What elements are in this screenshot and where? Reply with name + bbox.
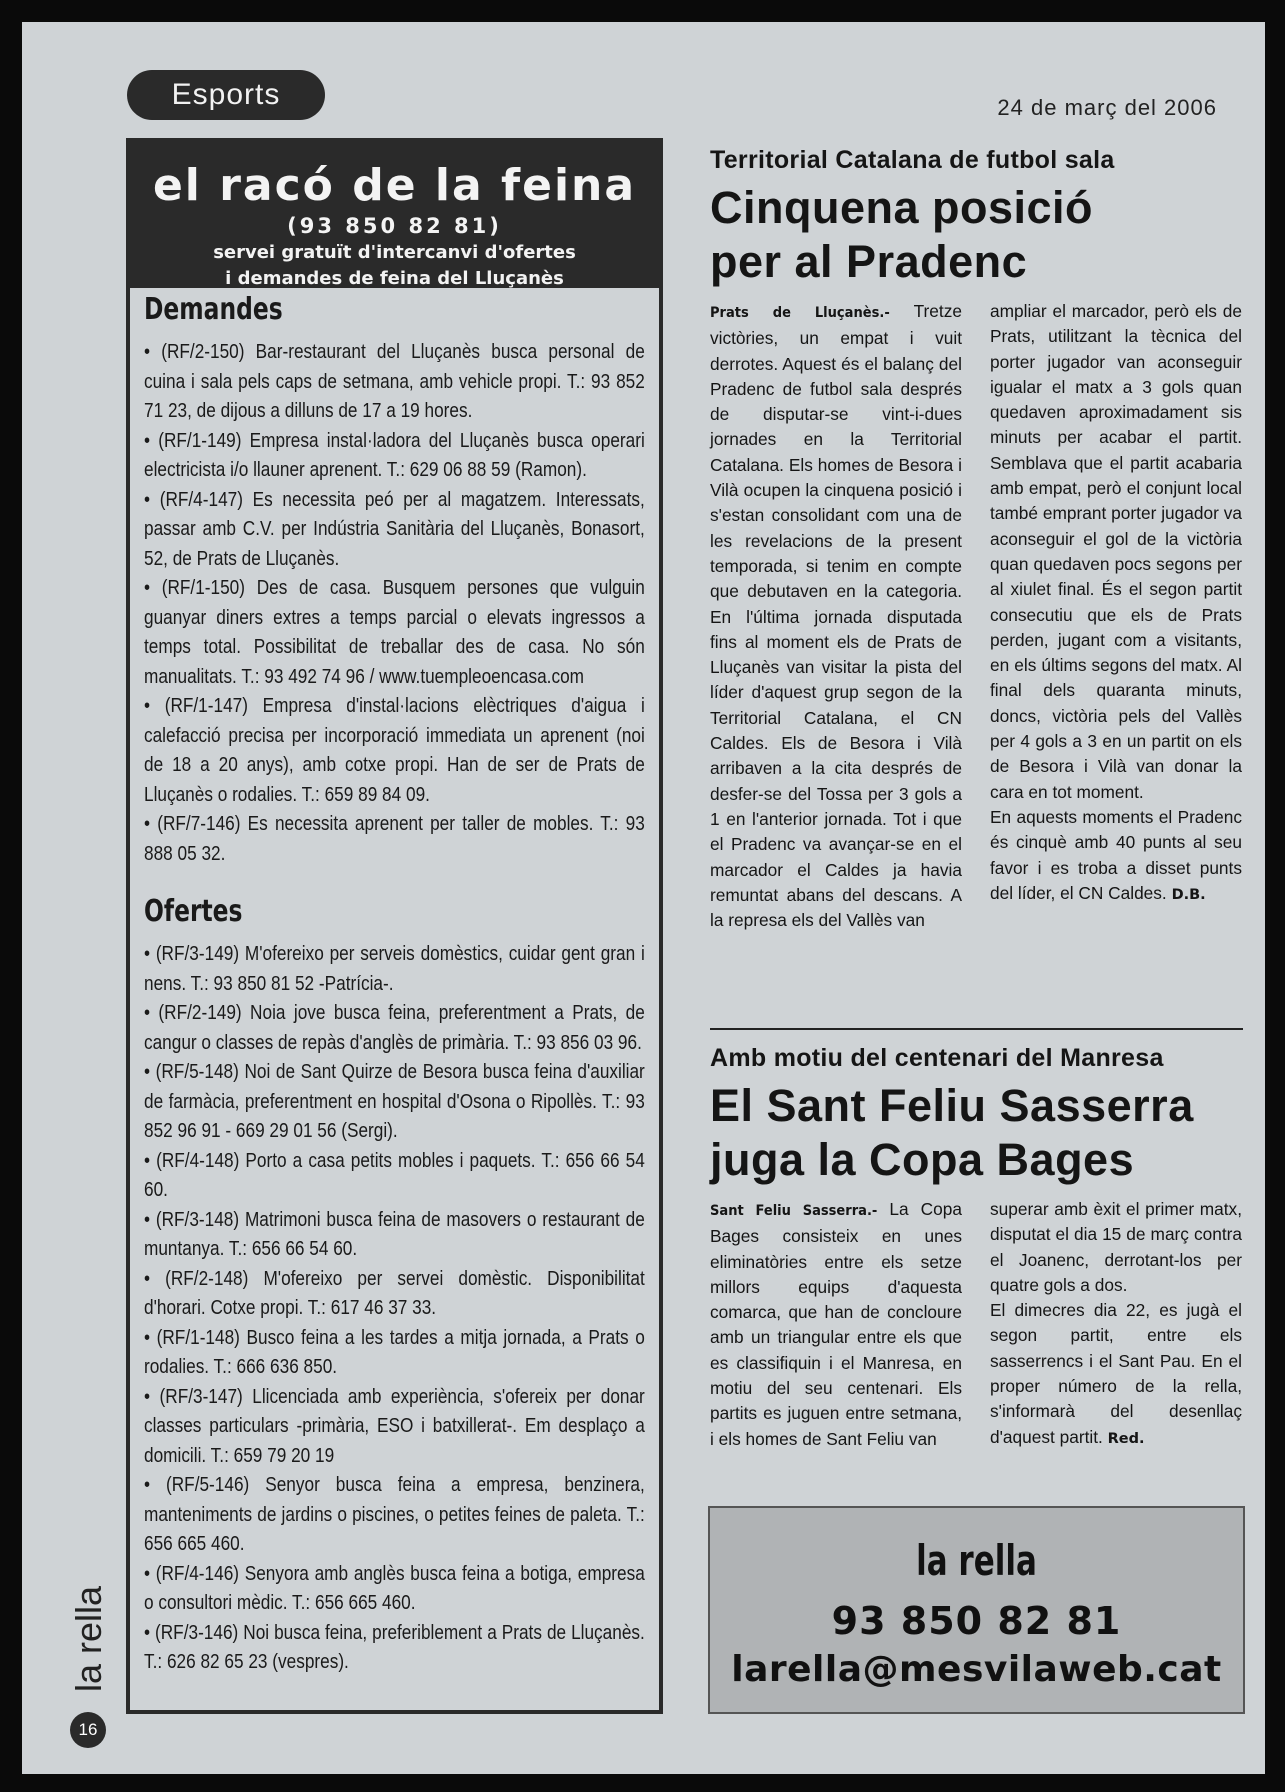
job-board-title: el racó de la feina bbox=[152, 160, 637, 211]
job-listing: • (RF/4-146) Senyora amb anglès busca feina a botiga, empresa o consultori mèdic. T.: 656 665 460. bbox=[144, 1561, 645, 1614]
article1-signature: D.B. bbox=[1171, 886, 1206, 903]
vertical-masthead: la rella bbox=[68, 1585, 109, 1692]
job-listing: • (RF/7-146) Es necessita aprenent per taller de mobles. T.: 93 888 05 32. bbox=[144, 812, 645, 865]
article2-headline bbox=[710, 1079, 1242, 1187]
article1-columns bbox=[710, 299, 1242, 933]
article2-col2 bbox=[990, 1197, 1242, 1452]
article2-col1-text: La Copa Bages consisteix en unes eliminatòries entre els setze millors equips d'aquesta comarca, que han de concloure amb un triangular entre els que es classifiquin i el Manresa, en motiu del seu centenari. Els partits es juguen entre setmana, i els homes de Sant Feliu van bbox=[710, 1199, 962, 1449]
job-listing: • (RF/1-148) Busco feina a les tardes a mitja jornada, a Prats o rodalies. T.: 666 636 850. bbox=[144, 1325, 645, 1378]
contact-email: larella@mesvilaweb.cat bbox=[731, 1649, 1222, 1690]
section-tab: Esports bbox=[127, 70, 325, 120]
job-board-header bbox=[130, 142, 659, 288]
article2-col1 bbox=[710, 1197, 962, 1452]
job-listing: • (RF/5-148) Noi de Sant Quirze de Besora busca feina d'auxiliar de farmàcia, preferentment en hospital d'Osona o Ripollès. T.: 93 852 96 91 - 669 29 01 56 (Sergi). bbox=[144, 1060, 645, 1142]
ofertes-list bbox=[144, 939, 645, 1677]
job-listing: • (RF/3-148) Matrimoni busca feina de masovers o restaurant de muntanya. T.: 656 66 54 60. bbox=[144, 1207, 645, 1260]
article-divider bbox=[710, 1028, 1243, 1030]
job-listing: • (RF/4-147) Es necessita peó per al magatzem. Interessats, passar amb C.V. per Indústria Sanitària del Lluçanès, Bonasort, 52, de Prats de Lluçanès. bbox=[144, 487, 645, 570]
job-listing: • (RF/2-148) M'ofereixo per servei domèstic. Disponibilitat d'horari. Cotxe propi. T.: 617 46 37 33. bbox=[144, 1266, 645, 1319]
demandes-list bbox=[144, 337, 645, 868]
article2-kicker: Amb motiu del centenari del Manresa bbox=[710, 1044, 1164, 1072]
article2-signature: Red. bbox=[1107, 1430, 1145, 1447]
article1-kicker: Territorial Catalana de futbol sala bbox=[710, 146, 1115, 174]
article2-col2-para2: El dimecres dia 22, es jugà el segon partit, entre els sasserrencs i el Sant Pau. En el proper número de la rella, s'informarà del desenllaç d'aquest partit. bbox=[990, 1300, 1242, 1447]
demandes-title: Demandes bbox=[144, 292, 283, 327]
article1-col2 bbox=[990, 299, 1242, 933]
page-number: 16 bbox=[70, 1712, 106, 1748]
article-futbol-sala bbox=[710, 146, 1242, 933]
contact-phone: 93 850 82 81 bbox=[831, 1599, 1122, 1643]
job-listing: • (RF/3-147) Llicenciada amb experiència, s'ofereix per donar classes particulars -primària, ESO i batxillerat-. Em desplaço a domicili. T.: 659 79 20 19 bbox=[144, 1384, 645, 1467]
article1-col1 bbox=[710, 299, 962, 933]
job-board-subtitle-1: servei gratuït d'intercanvi d'ofertes bbox=[213, 242, 576, 263]
article1-col2-para2: En aquests moments el Pradenc és cinquè amb 40 punts al seu favor i es troba a disset punts del líder, el CN Caldes. bbox=[990, 806, 1242, 903]
job-listing: • (RF/2-149) Noia jove busca feina, preferentment a Prats, de cangur o classes de repàs d'anglès de primària. T.: 93 856 03 96. bbox=[144, 1001, 645, 1054]
article2-col2-text: superar amb èxit el primer matx, disputat el dia 15 de març contra el Joanenc, derrotant-los per quatre gols a dos. bbox=[990, 1199, 1242, 1295]
article2-lead: Sant Feliu Sasserra.- bbox=[710, 1203, 878, 1219]
contact-box bbox=[708, 1506, 1245, 1714]
job-listing: • (RF/4-148) Porto a casa petits mobles i paquets. T.: 656 66 54 60. bbox=[144, 1148, 645, 1201]
article2-headline-line2: juga la Copa Bages bbox=[710, 1134, 1135, 1185]
article2-columns bbox=[710, 1197, 1242, 1452]
job-board-subtitle-2: i demandes de feina del Lluçanès bbox=[225, 268, 564, 289]
article1-col2-text: ampliar el marcador, però els de Prats, utilitzant la tècnica del porter jugador van aconseguir igualar el matx a 3 gols quan quedaven aproximadament sis minuts per acabar el partit. Semblava que el partit acabaria amb empat, però el conjunt local també emprant porter jugador va aconseguir el gol de la victòria quan quedaven pocs segons per al xiulet final. És el segon partit consecutiu que els de Prats perden, jugant com a visitants, en els últims segons del matx. Al final dels quaranta minuts, doncs, victòria pels del Vallès per 4 gols a 3 en un partit on els de Besora i Vilà van donar la cara en tot moment. bbox=[990, 301, 1242, 802]
job-board-body bbox=[130, 292, 659, 1677]
job-listing: • (RF/1-150) Des de casa. Busquem persones que vulguin guanyar diners extres a temps parcial o elevats ingressos a temps total. Possibilitat de treballar des de casa. No són manualitats. T.: 93 492 74 96 / www.tuempleoencasa.com bbox=[144, 576, 645, 688]
issue-date: 24 de març del 2006 bbox=[997, 95, 1217, 120]
job-listing: • (RF/3-149) M'ofereixo per serveis domèstics, cuidar gent gran i nens. T.: 93 850 81 52 -Patrícia-. bbox=[144, 942, 645, 995]
job-listing: • (RF/1-149) Empresa instal·ladora del Lluçanès busca operari electricista i/o llauner aprenent. T.: 629 06 88 59 (Ramon). bbox=[144, 428, 645, 481]
job-listing: • (RF/3-146) Noi busca feina, preferiblement a Prats de Lluçanès. T.: 626 82 65 23 (vespres). bbox=[144, 1620, 645, 1673]
contact-name: la rella bbox=[916, 1536, 1037, 1585]
article1-lead: Prats de Lluçanès.- bbox=[710, 305, 890, 321]
article1-headline bbox=[710, 181, 1242, 289]
article2-headline-line1: El Sant Feliu Sasserra bbox=[710, 1080, 1194, 1131]
article1-col1-text: Tretze victòries, un empat i vuit derrotes. Aquest és el balanç del Pradenc de futbol sala després de disputar-se vint-i-dues jornades en la Territorial Catalana. Els homes de Besora i Vilà ocupen la cinquena posició i s'estan consolidant com una de les revelacions de la present temporada, si tenim en compte que debutaven en la categoria. En l'última jornada disputada fins al moment els de Prats de Lluçanès van visitar la pista del líder d'aquest grup segon de la Territorial Catalana, el CN Caldes. Els de Besora i Vilà arribaven a la cita després de desfer-se del Tossa per 3 gols a 1 en l'anterior jornada. Tot i que el Pradenc va avançar-se en el marcador el Caldes ja havia remuntat abans del descans. A la represa els del Vallès van bbox=[710, 301, 962, 931]
job-board bbox=[126, 138, 663, 1714]
job-listing: • (RF/1-147) Empresa d'instal·lacions elèctriques d'aigua i calefacció precisa per incorporació immediata un aprenent (noi de 18 a 20 anys), amb cotxe propi. Han de ser de Prats de Lluçanès o rodalies. T.: 659 89 84 09. bbox=[144, 694, 645, 806]
job-listing: • (RF/2-150) Bar-restaurant del Lluçanès busca personal de cuina i sala pels caps de setmana, amb vehicle propi. T.: 93 852 71 23, de dijous a dilluns de 17 a 19 hores. bbox=[144, 340, 645, 422]
ofertes-title: Ofertes bbox=[144, 894, 243, 929]
article1-headline-line2: per al Pradenc bbox=[710, 236, 1028, 287]
article-copa-bages bbox=[710, 1044, 1242, 1452]
newspaper-page bbox=[22, 22, 1265, 1774]
article1-headline-line1: Cinquena posició bbox=[710, 182, 1094, 233]
job-listing: • (RF/5-146) Senyor busca feina a empresa, benzinera, manteniments de jardins o piscines, o petites feines de paleta. T.: 656 665 460. bbox=[144, 1473, 645, 1555]
job-board-phone: (93 850 82 81) bbox=[287, 214, 502, 238]
